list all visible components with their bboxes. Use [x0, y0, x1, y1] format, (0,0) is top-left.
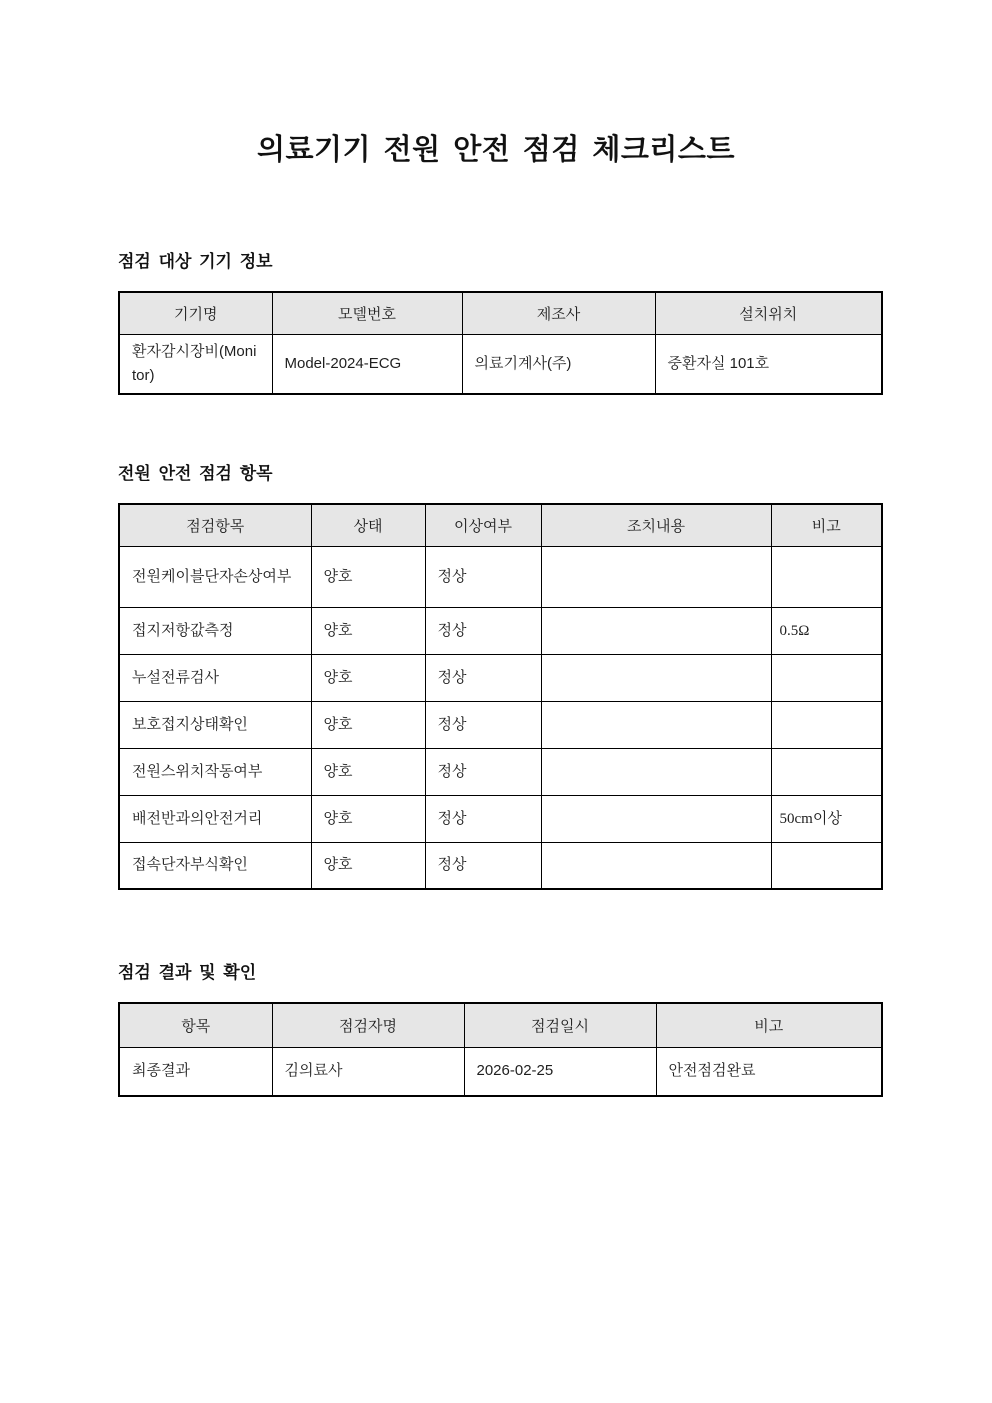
table-header-cell: 비고 [771, 504, 882, 546]
result-table [118, 1002, 883, 1097]
table-header-cell: 이상여부 [425, 504, 541, 546]
page-title: 의료기기 전원 안전 점검 체크리스트 [257, 134, 735, 166]
table-row [119, 607, 882, 654]
table-row [119, 701, 882, 748]
table-header-row [119, 292, 882, 334]
device-info-table [118, 291, 883, 395]
table-cell: Model-2024-ECG [272, 334, 462, 394]
table-row [119, 842, 882, 889]
table-cell [771, 546, 882, 607]
inspection-items-table [118, 503, 883, 890]
table-header-row [119, 1003, 882, 1047]
table-cell: 의료기계사(주) [462, 334, 655, 394]
table-cell: 접속단자부식확인 [119, 842, 311, 889]
table-cell: 양호 [311, 842, 425, 889]
table-header-cell: 점검항목 [119, 504, 311, 546]
table-cell: 김의료사 [272, 1047, 464, 1096]
table-cell: 정상 [425, 654, 541, 701]
section-heading: 점검 결과 및 확인 [118, 963, 257, 982]
table-cell: 정상 [425, 546, 541, 607]
table-cell: 정상 [425, 701, 541, 748]
table-cell [541, 654, 771, 701]
table-cell: 정상 [425, 748, 541, 795]
table-cell [541, 546, 771, 607]
table-header-cell: 설치위치 [655, 292, 882, 334]
table-cell [771, 842, 882, 889]
table-row [119, 654, 882, 701]
table-cell [541, 842, 771, 889]
table-cell: 양호 [311, 795, 425, 842]
table-cell: 전원스위치작동여부 [119, 748, 311, 795]
table-row [119, 334, 882, 394]
table-cell: 최종결과 [119, 1047, 272, 1096]
table-cell [541, 607, 771, 654]
table-header-cell: 항목 [119, 1003, 272, 1047]
section-inspection-items [118, 461, 881, 890]
table-cell: 양호 [311, 607, 425, 654]
table-header-cell: 제조사 [462, 292, 655, 334]
section-heading: 전원 안전 점검 항목 [118, 464, 273, 483]
table-cell [541, 795, 771, 842]
table-cell: 50cm이상 [771, 795, 882, 842]
table-cell [541, 701, 771, 748]
table-header-cell: 점검자명 [272, 1003, 464, 1047]
table-cell: 접지저항값측정 [119, 607, 311, 654]
table-cell: 환자감시장비(Monitor) [119, 334, 272, 394]
table-cell [771, 701, 882, 748]
table-header-cell: 상태 [311, 504, 425, 546]
table-cell [771, 748, 882, 795]
table-row [119, 1047, 882, 1096]
table-cell [771, 654, 882, 701]
table-header-cell: 조치내용 [541, 504, 771, 546]
table-cell: 정상 [425, 842, 541, 889]
section-result [118, 960, 881, 1097]
table-cell: 누설전류검사 [119, 654, 311, 701]
table-header-cell: 비고 [656, 1003, 882, 1047]
table-row [119, 748, 882, 795]
table-header-row [119, 504, 882, 546]
table-row [119, 546, 882, 607]
section-heading: 점검 대상 기기 정보 [118, 252, 273, 271]
table-header-cell: 모델번호 [272, 292, 462, 334]
table-cell: 0.5Ω [771, 607, 882, 654]
table-cell: 2026-02-25 [464, 1047, 656, 1096]
table-cell: 양호 [311, 701, 425, 748]
table-cell: 양호 [311, 546, 425, 607]
table-cell: 전원케이블단자손상여부 [119, 546, 311, 607]
table-cell: 보호접지상태확인 [119, 701, 311, 748]
section-device-info [118, 249, 881, 395]
table-cell: 배전반과의안전거리 [119, 795, 311, 842]
table-row [119, 795, 882, 842]
table-cell: 정상 [425, 795, 541, 842]
table-header-cell: 점검일시 [464, 1003, 656, 1047]
table-header-cell: 기기명 [119, 292, 272, 334]
table-cell: 양호 [311, 748, 425, 795]
table-cell: 양호 [311, 654, 425, 701]
table-cell: 안전점검완료 [656, 1047, 882, 1096]
table-cell: 정상 [425, 607, 541, 654]
table-cell [541, 748, 771, 795]
table-cell: 중환자실 101호 [655, 334, 882, 394]
